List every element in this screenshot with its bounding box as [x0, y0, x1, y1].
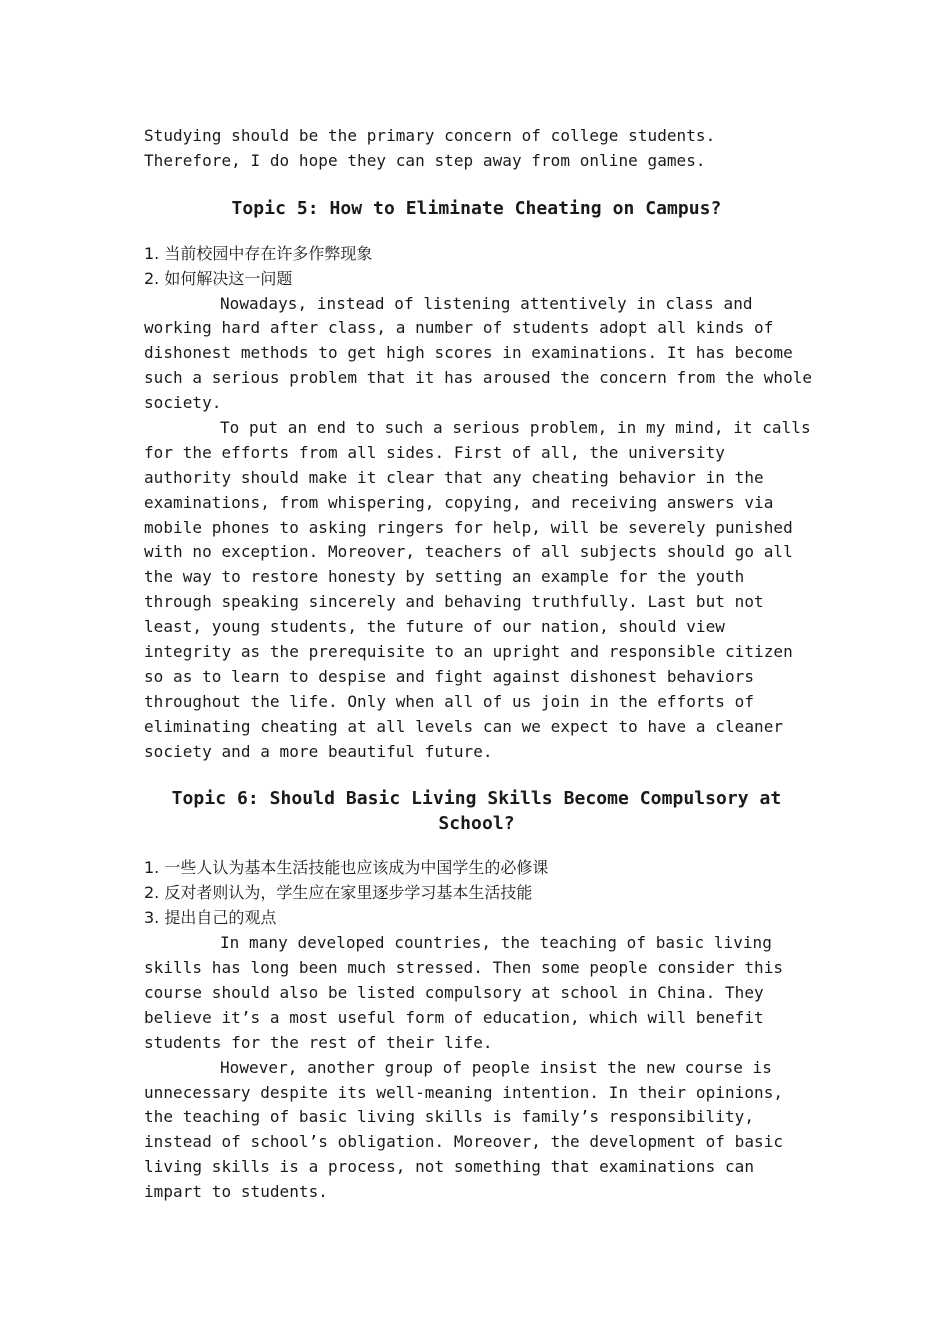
text-line: authority should make it clear that any cheating behavior in the [144, 467, 764, 487]
topic5-title: Topic 5: How to Eliminate Cheating on Campus? [231, 197, 722, 219]
outline-point: 3. 提出自己的观点 [144, 908, 277, 928]
topic6-title [144, 786, 809, 836]
text-line: Therefore, I do hope they can step away from online games. [144, 150, 706, 170]
outline-point: 1. 一些人认为基本生活技能也应该成为中国学生的必修课 [144, 858, 549, 878]
text-line: eliminating cheating at all levels can we expect to have a cleaner [144, 716, 784, 736]
text-line: integrity as the prerequisite to an upright and responsible citizen [144, 642, 793, 662]
topic5-paragraph-1 [144, 292, 813, 416]
text-line: dishonest methods to get high scores in examinations. It has become [144, 343, 793, 363]
text-line: so as to learn to despise and fight against dishonest behaviors [144, 666, 755, 686]
text-line: the way to restore honesty by setting an example for the youth [144, 567, 745, 587]
text-line: mobile phones to asking ringers for help, will be severely punished [144, 517, 793, 537]
text-line: believe it’s a most useful form of education, which will benefit [144, 1007, 764, 1027]
text-line: However, another group of people insist the new course is [220, 1057, 772, 1077]
text-line: Studying should be the primary concern of college students. [144, 126, 716, 145]
topic5-paragraph-2 [144, 416, 809, 764]
text-line: unnecessary despite its well-meaning intention. In their opinions, [144, 1082, 784, 1102]
text-line: instead of school’s obligation. Moreover, the development of basic [144, 1132, 784, 1152]
intro-paragraph [144, 124, 809, 174]
text-line: examinations, from whispering, copying, and receiving answers via [144, 492, 774, 512]
topic6-outline [144, 856, 809, 931]
topic6-paragraph-2 [144, 1056, 809, 1205]
text-line: with no exception. Moreover, teachers of all subjects should go all [144, 542, 793, 562]
title-line: School? [438, 813, 515, 835]
text-line: society. [144, 393, 222, 413]
text-line: least, young students, the future of our nation, should view [144, 617, 725, 637]
outline-point: 1. 当前校园中存在许多作弊现象 [144, 243, 373, 263]
topic5-outline [144, 242, 809, 292]
outline-point: 2. 反对者则认为，学生应在家里逐步学习基本生活技能 [144, 883, 533, 903]
text-line: students for the rest of their life. [144, 1032, 493, 1052]
text-line: Nowadays, instead of listening attentively in class and [220, 293, 753, 313]
document-page [144, 124, 813, 1205]
title-line: Topic 6: Should Basic Living Skills Become Compulsory at [171, 788, 782, 810]
text-line: through speaking sincerely and behaving truthfully. Last but not [144, 592, 764, 612]
text-line: the teaching of basic living skills is family’s responsibility, [144, 1107, 755, 1127]
text-line: such a serious problem that it has aroused the concern from the whole [144, 368, 813, 388]
text-line: society and a more beautiful future. [144, 741, 493, 761]
text-line: skills has long been much stressed. Then some people consider this [144, 958, 784, 978]
text-line: for the efforts from all sides. First of all, the university [144, 442, 725, 462]
text-line: In many developed countries, the teaching of basic living [220, 933, 772, 953]
text-line: impart to students. [144, 1182, 328, 1202]
text-line: throughout the life. Only when all of us join in the efforts of [144, 691, 755, 711]
text-line: course should also be listed compulsory at school in China. They [144, 982, 764, 1002]
text-line: working hard after class, a number of students adopt all kinds of [144, 318, 774, 338]
text-line: To put an end to such a serious problem, in my mind, it calls [220, 418, 811, 438]
outline-point: 2. 如何解决这一问题 [144, 268, 293, 288]
topic6-paragraph-1 [144, 931, 809, 1055]
text-line: living skills is a process, not something that examinations can [144, 1157, 755, 1177]
